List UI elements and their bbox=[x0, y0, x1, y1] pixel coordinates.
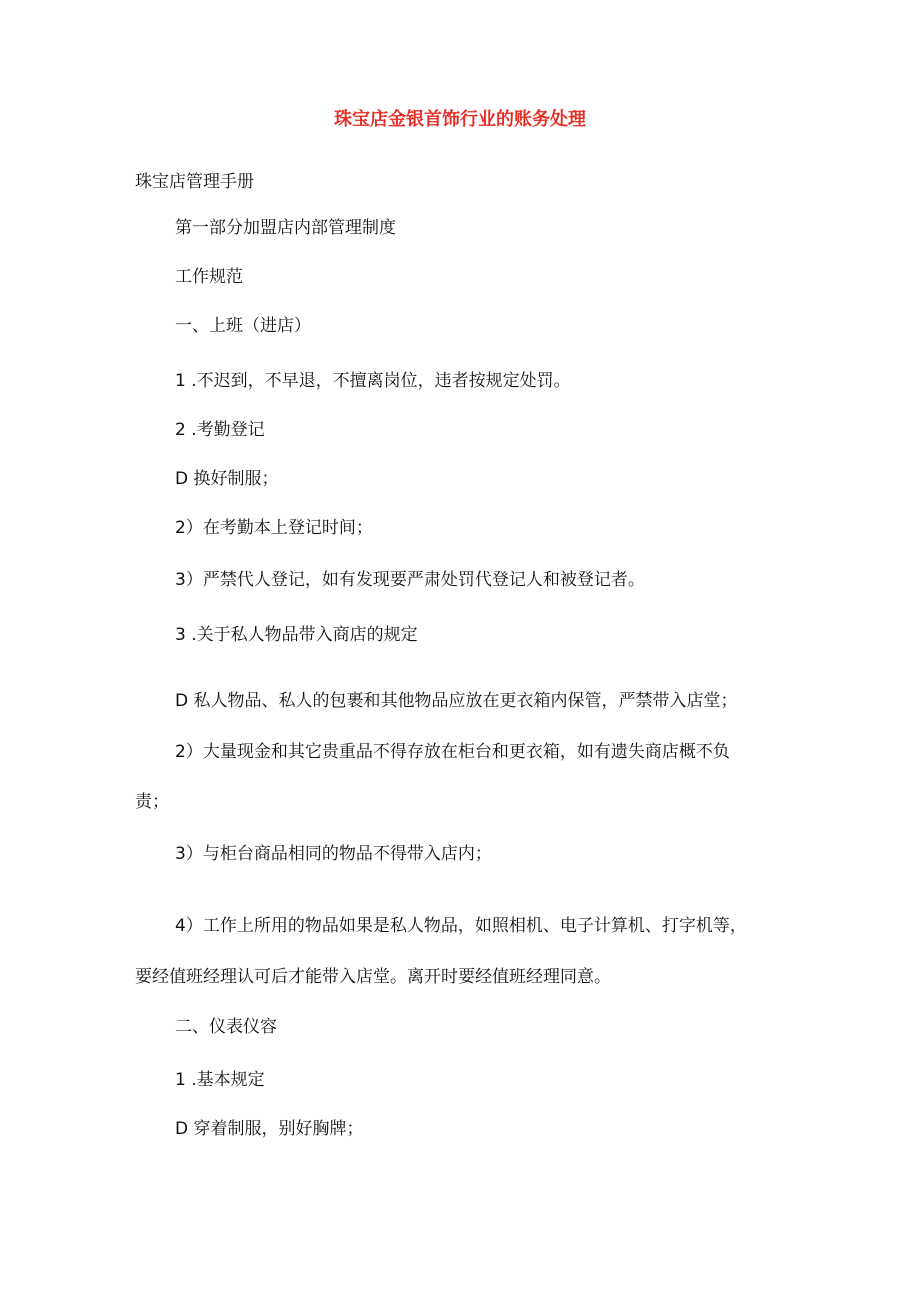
manual-heading: 珠宝店管理手册 bbox=[135, 172, 254, 192]
rule-subitem: 2）大量现金和其它贵重品不得存放在柜台和更衣箱，如有遗失商店概不负 bbox=[175, 742, 730, 762]
subsection-heading: 一、上班（进店） bbox=[175, 316, 311, 336]
rule-item: 2 .考勤登记 bbox=[175, 420, 265, 440]
subsection-heading: 二、仪表仪容 bbox=[175, 1017, 277, 1037]
rule-subitem-continued: 要经值班经理认可后才能带入店堂。离开时要经值班经理同意。 bbox=[135, 967, 611, 987]
rule-subitem: 3）与柜台商品相同的物品不得带入店内； bbox=[175, 844, 492, 864]
rule-subitem: D 换好制服； bbox=[175, 469, 279, 489]
rule-subitem: D 穿着制服，别好胸牌； bbox=[175, 1119, 364, 1139]
section-heading: 工作规范 bbox=[175, 267, 243, 287]
rule-item: 1 .不迟到，不早退，不擅离岗位，违者按规定处罚。 bbox=[175, 371, 571, 391]
rule-item: 3 .关于私人物品带入商店的规定 bbox=[175, 625, 418, 645]
rule-subitem: 2）在考勤本上登记时间； bbox=[175, 518, 373, 538]
rule-subitem: 3）严禁代人登记，如有发现要严肃处罚代登记人和被登记者。 bbox=[175, 570, 645, 590]
rule-item: 1 .基本规定 bbox=[175, 1070, 265, 1090]
rule-subitem: D 私人物品、私人的包裹和其他物品应放在更衣箱内保管，严禁带入店堂； bbox=[175, 691, 738, 711]
document-title: 珠宝店金银首饰行业的账务处理 bbox=[334, 109, 586, 130]
part-heading: 第一部分加盟店内部管理制度 bbox=[175, 218, 396, 238]
rule-subitem-continued: 责； bbox=[135, 792, 169, 812]
rule-subitem: 4）工作上所用的物品如果是私人物品，如照相机、电子计算机、打字机等， bbox=[175, 916, 747, 936]
